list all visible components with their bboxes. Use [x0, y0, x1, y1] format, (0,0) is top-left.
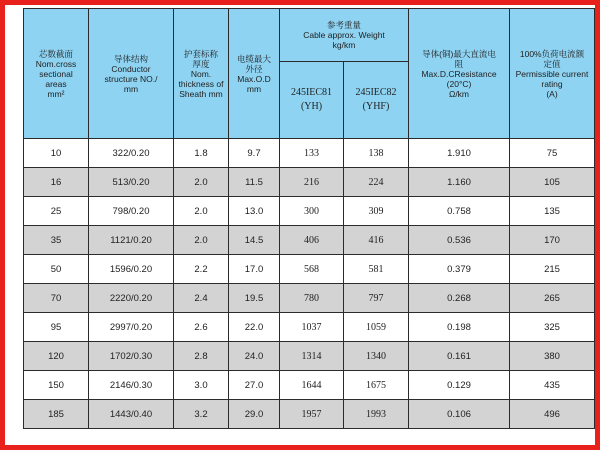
cell-weight-yhf: 309 — [344, 197, 409, 226]
cell-od: 22.0 — [229, 313, 280, 342]
cell-conductor: 1702/0.30 — [89, 342, 174, 371]
cell-sheath: 2.0 — [174, 226, 229, 255]
table-row — [24, 342, 595, 371]
cell-weight-yh: 300 — [280, 197, 344, 226]
cell-weight-yhf: 1340 — [344, 342, 409, 371]
cell-resistance: 0.379 — [409, 255, 510, 284]
cell-od: 24.0 — [229, 342, 280, 371]
cell-od: 11.5 — [229, 168, 280, 197]
header-nominal-area: 芯数截面 Nom.cross sectional areas mm² — [24, 9, 89, 139]
cell-od: 14.5 — [229, 226, 280, 255]
table-row — [24, 313, 595, 342]
table-row — [24, 168, 595, 197]
cell-weight-yhf: 1993 — [344, 400, 409, 429]
table-row — [24, 255, 595, 284]
cell-area: 25 — [24, 197, 89, 226]
cell-current: 265 — [510, 284, 595, 313]
cell-conductor: 322/0.20 — [89, 139, 174, 168]
cell-sheath: 2.2 — [174, 255, 229, 284]
cell-sheath: 3.0 — [174, 371, 229, 400]
cell-area: 185 — [24, 400, 89, 429]
cell-resistance: 0.758 — [409, 197, 510, 226]
cell-weight-yh: 133 — [280, 139, 344, 168]
cell-resistance: 1.160 — [409, 168, 510, 197]
cell-resistance: 0.129 — [409, 371, 510, 400]
cell-current: 75 — [510, 139, 595, 168]
table-row — [24, 371, 595, 400]
cell-area: 120 — [24, 342, 89, 371]
cell-weight-yhf: 581 — [344, 255, 409, 284]
table-row — [24, 284, 595, 313]
cell-sheath: 2.0 — [174, 197, 229, 226]
cell-area: 35 — [24, 226, 89, 255]
cell-weight-yhf: 138 — [344, 139, 409, 168]
cell-conductor: 1121/0.20 — [89, 226, 174, 255]
cell-sheath: 2.8 — [174, 342, 229, 371]
cell-sheath: 2.6 — [174, 313, 229, 342]
cell-weight-yh: 406 — [280, 226, 344, 255]
cell-weight-yh: 1314 — [280, 342, 344, 371]
table-row — [24, 400, 595, 429]
cell-sheath: 3.2 — [174, 400, 229, 429]
cell-conductor: 798/0.20 — [89, 197, 174, 226]
cell-conductor: 1596/0.20 — [89, 255, 174, 284]
header-conductor-structure: 导体结构 Conductor structure NO./ mm — [89, 9, 174, 139]
cell-resistance: 1.910 — [409, 139, 510, 168]
cell-current: 496 — [510, 400, 595, 429]
cell-od: 29.0 — [229, 400, 280, 429]
cell-resistance: 0.106 — [409, 400, 510, 429]
cable-spec-table — [23, 8, 595, 429]
cell-conductor: 2997/0.20 — [89, 313, 174, 342]
header-cable-weight: 参考重量 Cable approx. Weight kg/km — [280, 9, 409, 62]
cell-od: 13.0 — [229, 197, 280, 226]
cell-weight-yh: 216 — [280, 168, 344, 197]
cell-current: 215 — [510, 255, 595, 284]
cell-weight-yhf: 797 — [344, 284, 409, 313]
header-sheath-thickness: 护套标称 厚度 Nom. thickness of Sheath mm — [174, 9, 229, 139]
cell-resistance: 0.198 — [409, 313, 510, 342]
cell-weight-yhf: 416 — [344, 226, 409, 255]
cell-weight-yhf: 1059 — [344, 313, 409, 342]
cell-sheath: 2.0 — [174, 168, 229, 197]
cell-weight-yhf: 224 — [344, 168, 409, 197]
cell-area: 16 — [24, 168, 89, 197]
cell-area: 95 — [24, 313, 89, 342]
cell-resistance: 0.161 — [409, 342, 510, 371]
cell-weight-yh: 568 — [280, 255, 344, 284]
header-yhf: 245IEC82 (YHF) — [344, 62, 409, 139]
cell-current: 380 — [510, 342, 595, 371]
cell-area: 150 — [24, 371, 89, 400]
table-row — [24, 139, 595, 168]
header-max-od: 电缆最大 外径 Max.O.D mm — [229, 9, 280, 139]
cell-sheath: 1.8 — [174, 139, 229, 168]
cell-conductor: 513/0.20 — [89, 168, 174, 197]
cell-area: 70 — [24, 284, 89, 313]
cell-resistance: 0.268 — [409, 284, 510, 313]
cell-current: 105 — [510, 168, 595, 197]
cell-conductor: 2220/0.20 — [89, 284, 174, 313]
cell-current: 135 — [510, 197, 595, 226]
cell-resistance: 0.536 — [409, 226, 510, 255]
cell-weight-yh: 1957 — [280, 400, 344, 429]
table-row — [24, 197, 595, 226]
cell-area: 10 — [24, 139, 89, 168]
cell-weight-yh: 1037 — [280, 313, 344, 342]
cell-od: 27.0 — [229, 371, 280, 400]
cell-weight-yh: 780 — [280, 284, 344, 313]
header-current-rating: 100%负荷电流额 定值 Permissible current rating (A) — [510, 9, 595, 139]
cell-od: 17.0 — [229, 255, 280, 284]
cell-od: 9.7 — [229, 139, 280, 168]
header-dc-resistance: 导体(铜)最大直流电 阻 Max.D.CResistance (20°C) Ω/km — [409, 9, 510, 139]
cell-od: 19.5 — [229, 284, 280, 313]
cell-area: 50 — [24, 255, 89, 284]
cell-sheath: 2.4 — [174, 284, 229, 313]
cell-conductor: 1443/0.40 — [89, 400, 174, 429]
cell-weight-yh: 1644 — [280, 371, 344, 400]
cell-current: 435 — [510, 371, 595, 400]
header-yh: 245IEC81 (YH) — [280, 62, 344, 139]
table-row — [24, 226, 595, 255]
cell-conductor: 2146/0.30 — [89, 371, 174, 400]
cell-weight-yhf: 1675 — [344, 371, 409, 400]
cell-current: 170 — [510, 226, 595, 255]
cell-current: 325 — [510, 313, 595, 342]
